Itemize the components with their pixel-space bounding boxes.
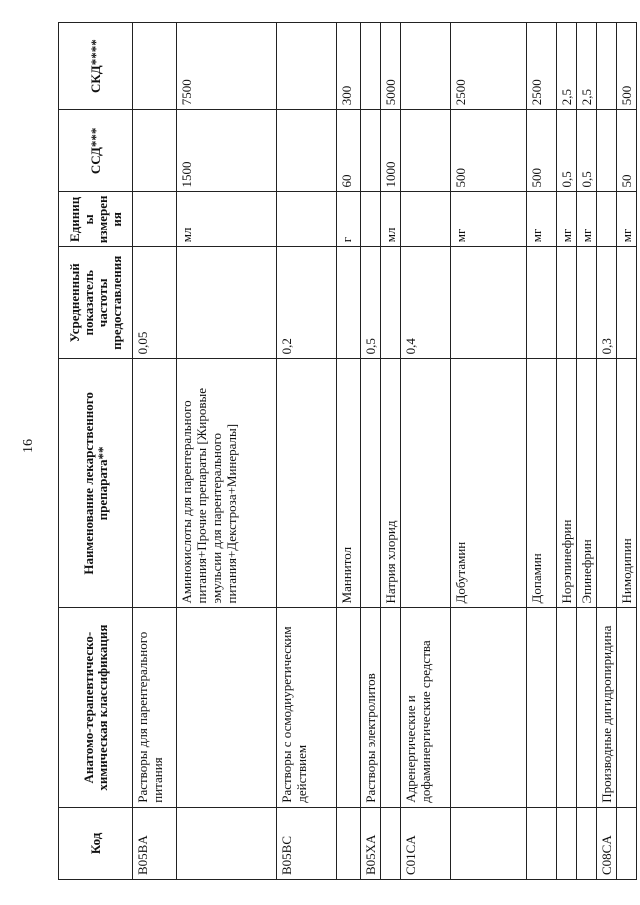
- table-row: [527, 23, 557, 880]
- header-frequency: Усредненный показатель частоты предоставления: [59, 247, 133, 359]
- header-atc: Анатомо-терапевтическо-химическая классификация: [59, 608, 133, 807]
- cell-atc: [337, 608, 361, 807]
- cell-drug: Норэпинефрин: [557, 359, 577, 608]
- cell-ssd: 50: [617, 110, 637, 192]
- cell-unit: [277, 192, 337, 247]
- cell-code: B05BA: [133, 807, 177, 879]
- cell-drug: [597, 359, 617, 608]
- cell-ssd: [597, 110, 617, 192]
- cell-drug: [277, 359, 337, 608]
- cell-ssd: 500: [527, 110, 557, 192]
- cell-skd: 5000: [381, 23, 401, 110]
- table-row: [177, 23, 277, 880]
- cell-unit: мл: [381, 192, 401, 247]
- page-number: 16: [21, 439, 36, 453]
- cell-atc: Растворы электролитов: [361, 608, 381, 807]
- cell-code: B05XA: [361, 807, 381, 879]
- cell-atc: [577, 608, 597, 807]
- cell-atc: [177, 608, 277, 807]
- cell-ssd: [361, 110, 381, 192]
- cell-drug: Маннитол: [337, 359, 361, 608]
- cell-frequency: [557, 247, 577, 359]
- cell-frequency: [527, 247, 557, 359]
- cell-code: [527, 807, 557, 879]
- rotated-page-content: [58, 22, 640, 880]
- cell-ssd: [277, 110, 337, 192]
- cell-unit: мг: [557, 192, 577, 247]
- cell-skd: 2500: [527, 23, 557, 110]
- cell-code: C08CA: [597, 807, 617, 879]
- cell-drug: Добутамин: [451, 359, 527, 608]
- cell-atc: Производные дигидропиридина: [597, 608, 617, 807]
- table-row: [381, 23, 401, 880]
- cell-atc: Растворы для парентерального питания: [133, 608, 177, 807]
- table-row: [277, 23, 337, 880]
- cell-drug: Аминокислоты для парентерального питания+Прочие препараты [Жировые эмульсии для парентерального питания+Декстроза+Минералы]: [177, 359, 277, 608]
- cell-unit: [133, 192, 177, 247]
- cell-atc: Растворы с осмодиуретическим действием: [277, 608, 337, 807]
- table-row: [361, 23, 381, 880]
- cell-skd: 300: [337, 23, 361, 110]
- cell-atc: [557, 608, 577, 807]
- cell-unit: [597, 192, 617, 247]
- cell-drug: [361, 359, 381, 608]
- cell-unit: мг: [451, 192, 527, 247]
- cell-code: [577, 807, 597, 879]
- cell-frequency: [451, 247, 527, 359]
- cell-frequency: 0,05: [133, 247, 177, 359]
- table-row: [557, 23, 577, 880]
- cell-code: B05BC: [277, 807, 337, 879]
- cell-skd: [401, 23, 451, 110]
- cell-code: [381, 807, 401, 879]
- table-row: [133, 23, 177, 880]
- cell-skd: [361, 23, 381, 110]
- cell-unit: [401, 192, 451, 247]
- cell-frequency: 0,5: [361, 247, 381, 359]
- table-header-row: [59, 23, 133, 880]
- cell-skd: [133, 23, 177, 110]
- cell-unit: мг: [617, 192, 637, 247]
- cell-unit: [361, 192, 381, 247]
- cell-unit: мг: [577, 192, 597, 247]
- cell-ssd: [133, 110, 177, 192]
- cell-skd: 7500: [177, 23, 277, 110]
- cell-code: [337, 807, 361, 879]
- cell-drug: Эпинефрин: [577, 359, 597, 608]
- cell-skd: [277, 23, 337, 110]
- header-skd: СКД****: [59, 23, 133, 110]
- cell-skd: 500: [617, 23, 637, 110]
- cell-frequency: [337, 247, 361, 359]
- cell-code: [617, 807, 637, 879]
- cell-frequency: 0,4: [401, 247, 451, 359]
- cell-atc: [527, 608, 557, 807]
- drug-table: [58, 22, 637, 880]
- header-unit: Единицы измерения: [59, 192, 133, 247]
- header-code: Код: [59, 807, 133, 879]
- cell-unit: г: [337, 192, 361, 247]
- cell-code: [557, 807, 577, 879]
- cell-ssd: 1000: [381, 110, 401, 192]
- header-ssd: ССД***: [59, 110, 133, 192]
- cell-code: [451, 807, 527, 879]
- table-row: [577, 23, 597, 880]
- header-drug: Наименование лекарственного препарата**: [59, 359, 133, 608]
- cell-atc: [617, 608, 637, 807]
- cell-atc: Адренергические и дофаминергические средства: [401, 608, 451, 807]
- cell-code: C01CA: [401, 807, 451, 879]
- cell-frequency: [617, 247, 637, 359]
- cell-frequency: 0,3: [597, 247, 617, 359]
- cell-ssd: 500: [451, 110, 527, 192]
- table-row: [401, 23, 451, 880]
- cell-frequency: [577, 247, 597, 359]
- cell-frequency: 0,2: [277, 247, 337, 359]
- cell-skd: [597, 23, 617, 110]
- cell-ssd: 0,5: [557, 110, 577, 192]
- cell-ssd: [401, 110, 451, 192]
- cell-atc: [381, 608, 401, 807]
- cell-code: [177, 807, 277, 879]
- cell-drug: Нимодипин: [617, 359, 637, 608]
- cell-ssd: 1500: [177, 110, 277, 192]
- cell-skd: 2500: [451, 23, 527, 110]
- cell-ssd: 0,5: [577, 110, 597, 192]
- cell-drug: Допамин: [527, 359, 557, 608]
- table-row: [337, 23, 361, 880]
- cell-drug: [401, 359, 451, 608]
- cell-ssd: 60: [337, 110, 361, 192]
- cell-drug: [133, 359, 177, 608]
- table-row: [597, 23, 617, 880]
- cell-unit: мл: [177, 192, 277, 247]
- table-row: [617, 23, 637, 880]
- table-row: [451, 23, 527, 880]
- cell-unit: мг: [527, 192, 557, 247]
- cell-drug: Натрия хлорид: [381, 359, 401, 608]
- cell-skd: 2,5: [557, 23, 577, 110]
- cell-skd: 2,5: [577, 23, 597, 110]
- cell-atc: [451, 608, 527, 807]
- cell-frequency: [177, 247, 277, 359]
- cell-frequency: [381, 247, 401, 359]
